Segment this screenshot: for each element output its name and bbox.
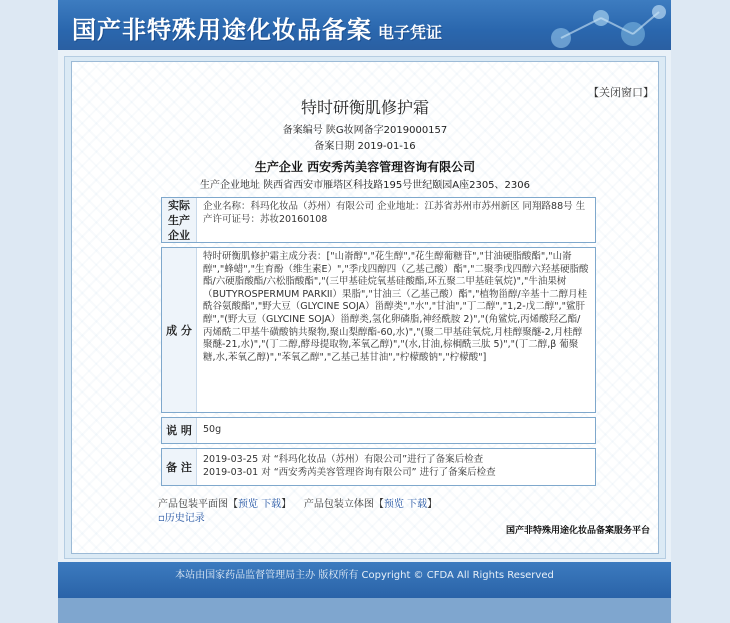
bracket: 【	[373, 499, 384, 510]
notes-text	[197, 449, 595, 485]
manufacturer-box	[161, 197, 596, 243]
close-window-link[interactable]: 【关闭窗口】	[588, 86, 654, 99]
history-link[interactable]	[158, 509, 205, 524]
product-name-title: 特时研衡肌修护霜	[300, 98, 429, 117]
record-number: 备案编号 陕G妆网备字2019000157	[282, 125, 448, 136]
banner-subtitle: 电子凭证	[378, 23, 443, 42]
banner-title-main: 国产非特殊用途化妆品备案	[72, 15, 372, 44]
package-downloads	[158, 495, 437, 510]
manufacturer-text: 企业名称：科玛化妆品（苏州）有限公司 企业地址：江苏省苏州市苏州新区 同翔路88号 生产许可证号：苏妆20160108	[203, 201, 586, 225]
certificate-panel	[71, 61, 659, 554]
instructions-text: 50g	[203, 424, 222, 435]
header-banner	[58, 0, 671, 50]
producer-address: 生产企业地址 陕西省西安市雁塔区科技路195号世纪颐园A座2305、2306	[199, 180, 530, 191]
banner-title	[72, 10, 442, 45]
footer-copyright: 本站由国家药品监督管理局主办 版权所有 Copyright © CFDA All Rights Reserved	[175, 570, 554, 581]
platform-name: 国产非特殊用途化妆品备案服务平台	[505, 526, 650, 536]
notes-box	[161, 448, 596, 486]
note-line: 2019-03-25 对 “科玛化妆品（苏州）有限公司”进行了备案后检查	[203, 454, 484, 465]
note-line: 2019-03-01 对 “西安秀芮美容管理咨询有限公司” 进行了备案后检查	[203, 466, 496, 478]
stereo-package-label: 产品包装立体图	[303, 499, 374, 510]
stereo-preview-link[interactable]: 预览	[383, 499, 404, 510]
flat-preview-link[interactable]: 预览	[238, 499, 258, 510]
bracket: 【	[228, 499, 238, 510]
stereo-download-link[interactable]: 下载	[407, 499, 428, 510]
producer-company: 生产企业 西安秀芮美容管理咨询有限公司	[254, 160, 476, 174]
manufacturer-label: 实际 生产 企业	[162, 198, 197, 242]
history-icon: ▫	[158, 513, 165, 524]
flat-download-link[interactable]: 下载	[261, 499, 282, 510]
ingredients-box	[161, 247, 596, 413]
ingredients-label: 成 分	[162, 248, 197, 412]
footer	[58, 562, 671, 598]
bracket: 】	[281, 499, 292, 510]
instructions-label: 说 明	[162, 418, 197, 443]
flat-package-label: 产品包装平面图	[158, 499, 228, 510]
content-area	[64, 56, 666, 559]
history-label: 历史记录	[164, 513, 205, 524]
molecule-decoration-icon	[521, 0, 671, 50]
notes-label: 备 注	[162, 449, 197, 485]
ingredients-text: 特时研衡肌修护霜主成分表：["山嵛醇","花生醇","花生醇葡糖苷","甘油硬脂酸酯","山嵛醇","蜂蜡","生育酚（维生素E）","季戊四醇四（乙基己酸）酯","二聚季戊四醇六羟基硬脂酸酯/六硬脂酸酯/六松脂酸酯","(三甲基硅烷氧基硅酸酯,环五聚二甲基硅氧烷)","牛油果树（BUTYROSPERMUM PARKII）果脂","甘油三（乙基己酸）酯","植物甾醇/辛基十二醇月桂酰谷氨酸酯","野大豆（GLYCINE SOJA）甾醇类","水","甘油","丁二醇","1,2-戊二醇","鲨肝醇","(野大豆（GLYCINE SOJA）甾醇类,氢化卵磷脂,神经酰胺 2)","(角鲨烷,丙烯酸羟乙酯/丙烯酰二甲基牛磺酸钠共聚物,聚山梨醇酯-60,水)","(聚二甲基硅氧烷,月桂醇聚醚-2,月桂醇聚醚-21,水)","(丁二醇,酵母提取物,苯氧乙醇)","(水,甘油,棕榈酰三肽 5)","(丁二醇,β 葡聚糖,水,苯氧乙醇)","苯氧乙醇","乙基己基甘油","柠檬酸钠","柠檬酸"]	[203, 251, 589, 363]
record-date: 备案日期 2019-01-16	[314, 141, 416, 152]
footer-strip	[58, 598, 671, 623]
page-frame	[58, 0, 671, 623]
bracket: 】	[427, 499, 438, 510]
instructions-box	[161, 417, 596, 444]
